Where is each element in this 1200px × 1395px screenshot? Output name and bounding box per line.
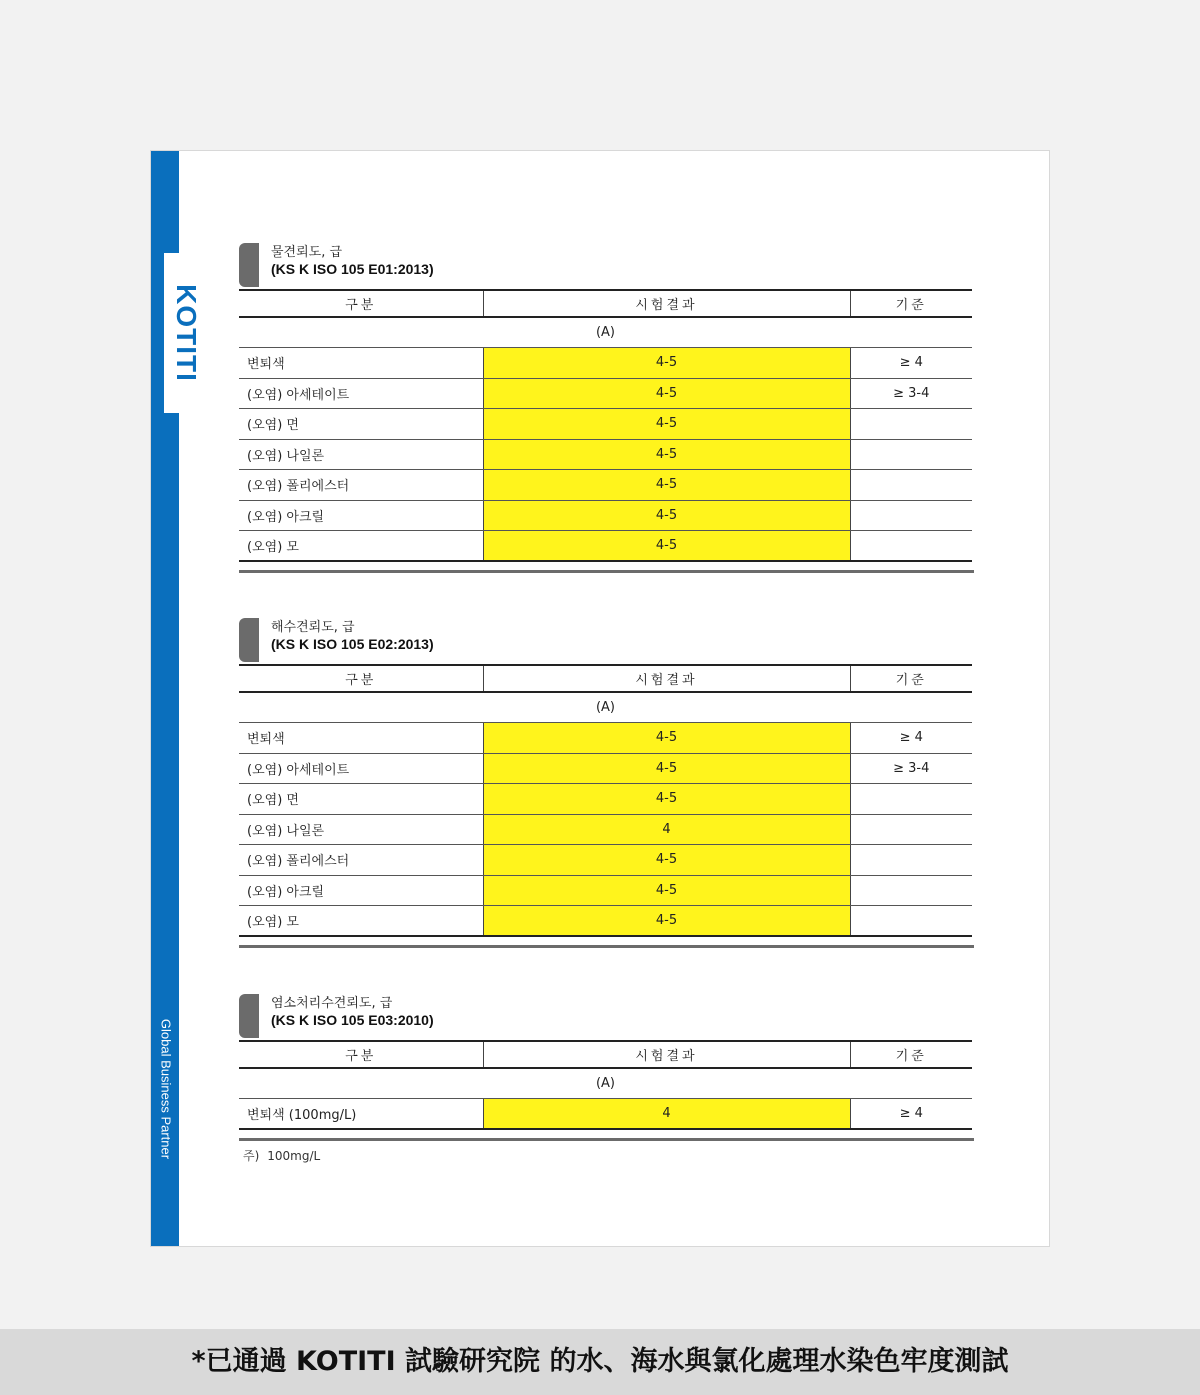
row-criterion: [850, 531, 972, 562]
header-criterion: 기준: [850, 665, 972, 692]
sample-row: [239, 692, 972, 723]
row-label: (오염) 면: [239, 409, 483, 440]
row-label: (오염) 아세테이트: [239, 753, 483, 784]
footnote: [239, 1147, 974, 1164]
header-criterion: 기준: [850, 1041, 972, 1068]
row-result: 4-5: [483, 378, 850, 409]
table-row: [239, 906, 972, 937]
test-section: [239, 239, 974, 573]
table-header-row: [239, 290, 972, 317]
section-standard: (KS K ISO 105 E03:2010): [271, 1012, 434, 1028]
table-row: [239, 531, 972, 562]
row-result: 4-5: [483, 470, 850, 501]
table-row: [239, 784, 972, 815]
row-result: 4: [483, 1099, 850, 1130]
row-criterion: [850, 814, 972, 845]
header-category: 구분: [239, 290, 483, 317]
section-title: 물견뢰도, 급: [271, 245, 343, 260]
section-marker: [239, 618, 259, 662]
test-section: [239, 614, 974, 948]
tagline: Global Business Partner: [158, 1018, 174, 1160]
row-result: 4-5: [483, 753, 850, 784]
sample-label: (A): [239, 317, 972, 348]
table-row: [239, 1099, 972, 1130]
row-label: (오염) 아세테이트: [239, 378, 483, 409]
header-criterion: 기준: [850, 290, 972, 317]
row-label: (오염) 모: [239, 906, 483, 937]
row-criterion: [850, 875, 972, 906]
row-criterion: [850, 845, 972, 876]
row-result: 4-5: [483, 723, 850, 754]
section-rule: [239, 1138, 974, 1141]
section-title: 염소처리수견뢰도, 급: [271, 996, 393, 1011]
table-row: [239, 500, 972, 531]
header-result: 시험결과: [483, 1041, 850, 1068]
row-result: 4-5: [483, 531, 850, 562]
section-header: [239, 990, 974, 1040]
footnote-text: 100mg/L: [267, 1149, 321, 1163]
row-label: (오염) 아크릴: [239, 875, 483, 906]
header-category: 구분: [239, 1041, 483, 1068]
sample-label: (A): [239, 692, 972, 723]
section-standard: (KS K ISO 105 E02:2013): [271, 636, 434, 652]
footnote-mark: 주): [243, 1149, 260, 1163]
row-label: (오염) 나일론: [239, 814, 483, 845]
results-table: [239, 1040, 972, 1130]
row-label: (오염) 모: [239, 531, 483, 562]
section-rule: [239, 945, 974, 948]
row-result: 4-5: [483, 784, 850, 815]
table-row: [239, 723, 972, 754]
caption-bar: *已通過 KOTITI 試驗研究院 的水、海水與氯化處理水染色牢度測試: [0, 1329, 1200, 1395]
row-criterion: ≥ 3-4: [850, 753, 972, 784]
table-row: [239, 753, 972, 784]
table-row: [239, 845, 972, 876]
row-criterion: [850, 439, 972, 470]
table-row: [239, 470, 972, 501]
header-category: 구분: [239, 665, 483, 692]
results-table: [239, 664, 972, 937]
results-table: [239, 289, 972, 562]
row-criterion: ≥ 4: [850, 723, 972, 754]
row-criterion: [850, 409, 972, 440]
header-result: 시험결과: [483, 665, 850, 692]
row-criterion: [850, 470, 972, 501]
section-standard: (KS K ISO 105 E01:2013): [271, 261, 434, 277]
sample-row: [239, 1068, 972, 1099]
row-label: 변퇴색: [239, 348, 483, 379]
row-criterion: [850, 784, 972, 815]
row-label: (오염) 나일론: [239, 439, 483, 470]
header-result: 시험결과: [483, 290, 850, 317]
table-row: [239, 409, 972, 440]
section-header: [239, 239, 974, 289]
report-page: [150, 150, 1050, 1247]
row-result: 4-5: [483, 409, 850, 440]
row-result: 4-5: [483, 845, 850, 876]
row-criterion: [850, 500, 972, 531]
row-label: 변퇴색: [239, 723, 483, 754]
row-result: 4-5: [483, 875, 850, 906]
row-label: (오염) 면: [239, 784, 483, 815]
section-marker: [239, 994, 259, 1038]
kotiti-logo: KOTITI: [171, 284, 202, 382]
table-row: [239, 348, 972, 379]
table-header-row: [239, 1041, 972, 1068]
section-header: [239, 614, 974, 664]
row-criterion: [850, 906, 972, 937]
row-result: 4: [483, 814, 850, 845]
table-row: [239, 814, 972, 845]
table-header-row: [239, 665, 972, 692]
table-row: [239, 875, 972, 906]
row-result: 4-5: [483, 500, 850, 531]
test-section: [239, 990, 974, 1164]
row-result: 4-5: [483, 439, 850, 470]
row-label: (오염) 폴리에스터: [239, 845, 483, 876]
sample-label: (A): [239, 1068, 972, 1099]
row-criterion: ≥ 4: [850, 1099, 972, 1130]
row-criterion: ≥ 4: [850, 348, 972, 379]
table-row: [239, 378, 972, 409]
row-result: 4-5: [483, 348, 850, 379]
section-rule: [239, 570, 974, 573]
table-row: [239, 439, 972, 470]
section-marker: [239, 243, 259, 287]
section-title: 해수견뢰도, 급: [271, 620, 355, 635]
row-label: 변퇴색 (100mg/L): [239, 1099, 483, 1130]
row-label: (오염) 폴리에스터: [239, 470, 483, 501]
sample-row: [239, 317, 972, 348]
row-criterion: ≥ 3-4: [850, 378, 972, 409]
row-label: (오염) 아크릴: [239, 500, 483, 531]
row-result: 4-5: [483, 906, 850, 937]
